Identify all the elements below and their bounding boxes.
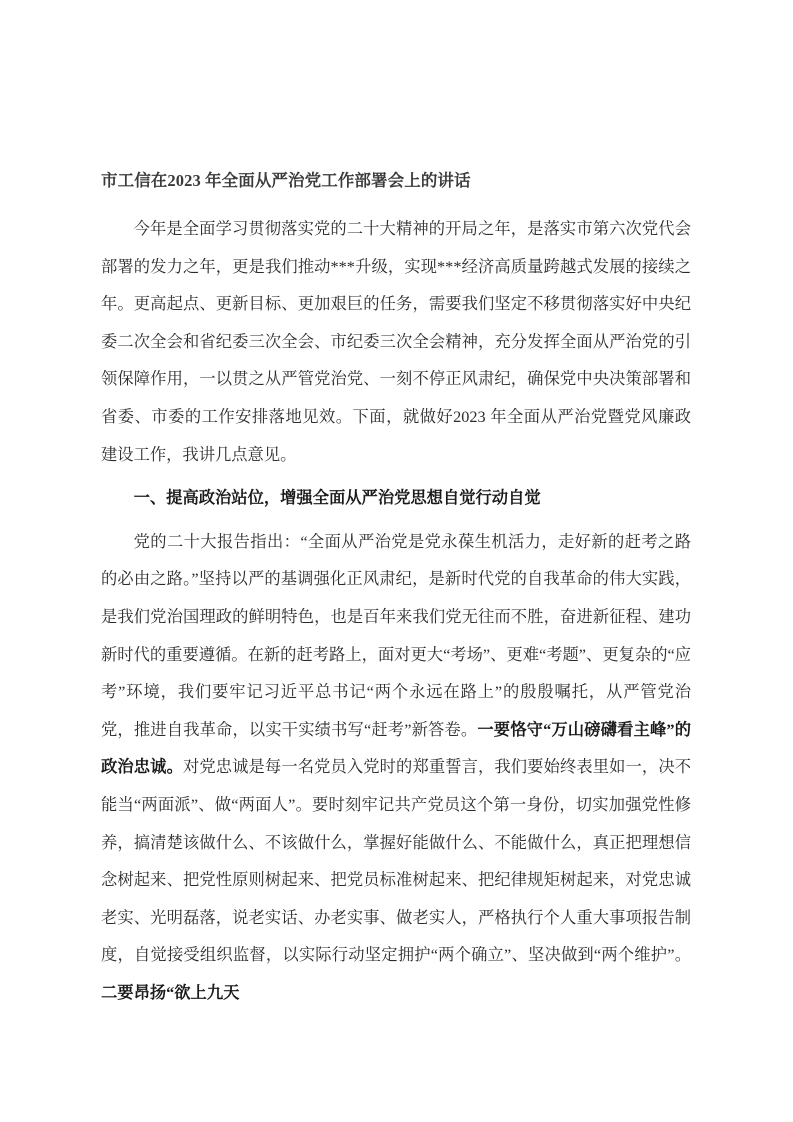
document-content — [101, 168, 691, 1011]
paragraph-section-one-body — [101, 523, 691, 1012]
text-run-bold-2: 二要昂扬“欲上九天 — [101, 982, 240, 1002]
text-run-plain-2: 对党忠诚是每一名党员入党时的郑重誓言，我们要始终表里如一，决不能当“两面派”、做“两面人”。要时刻牢记共产党员这个第一身份，切实加强党性修养，搞清楚该做什么、不该做什么，掌握好能做什么、不能做什么，真正把理想信念树起来、把党性原则树起来、把党员标准树起来、把纪律规矩树起来，对党忠诚老实、光明磊落，说老实话、办老实事、做老实人，严格执行个人重大事项报告制度，自觉接受组织监督，以实际行动坚定拥护“两个确立”、坚决做到“两个维护”。 — [101, 757, 691, 965]
text-run-plain-1: 党的二十大报告指出：“全面从严治党是党永葆生机活力，走好新的赶考之路的必由之路。”坚持以严的基调强化正风肃纪，是新时代党的自我革命的伟大实践，是我们党治国理政的鲜明特色，也是百年来我们党无往而不胜，奋进新征程、建功新时代的重要遵循。在新的赶考路上，面对更大“考场”、更难“考题”、更复杂的“应考”环境，我们要牢记习近平总书记“两个永远在路上”的殷殷嘱托，从严管党治党，推进自我革命，以实干实绩书写“赶考”新答卷。 — [101, 531, 691, 739]
text-run-bold-1: 一要恪守“万山磅礴看主峰”的政治忠诚。 — [101, 719, 691, 777]
paragraph-intro: 今年是全面学习贯彻落实党的二十大精神的开局之年，是落实市第六次党代会部署的发力之年，更是我们推动***升级，实现***经济高质量跨越式发展的接续之年。更高起点、更新目标、更加艰巨的任务，需要我们坚定不移贯彻落实好中央纪委二次全会和省纪委三次全会、市纪委三次全会精神，充分发挥全面从严治党的引领保障作用，一以贯之从严管党治党、一刻不停正风肃纪，确保党中央决策部署和省委、市委的工作安排落地见效。下面，就做好2023 年全面从严治党暨党风廉政建设工作，我讲几点意见。 — [101, 219, 691, 464]
document-title: 市工信在2023 年全面从严治党工作部署会上的讲话 — [101, 171, 471, 190]
section-heading-one: 一、提高政治站位，增强全面从严治党思想自觉行动自觉 — [133, 488, 541, 508]
